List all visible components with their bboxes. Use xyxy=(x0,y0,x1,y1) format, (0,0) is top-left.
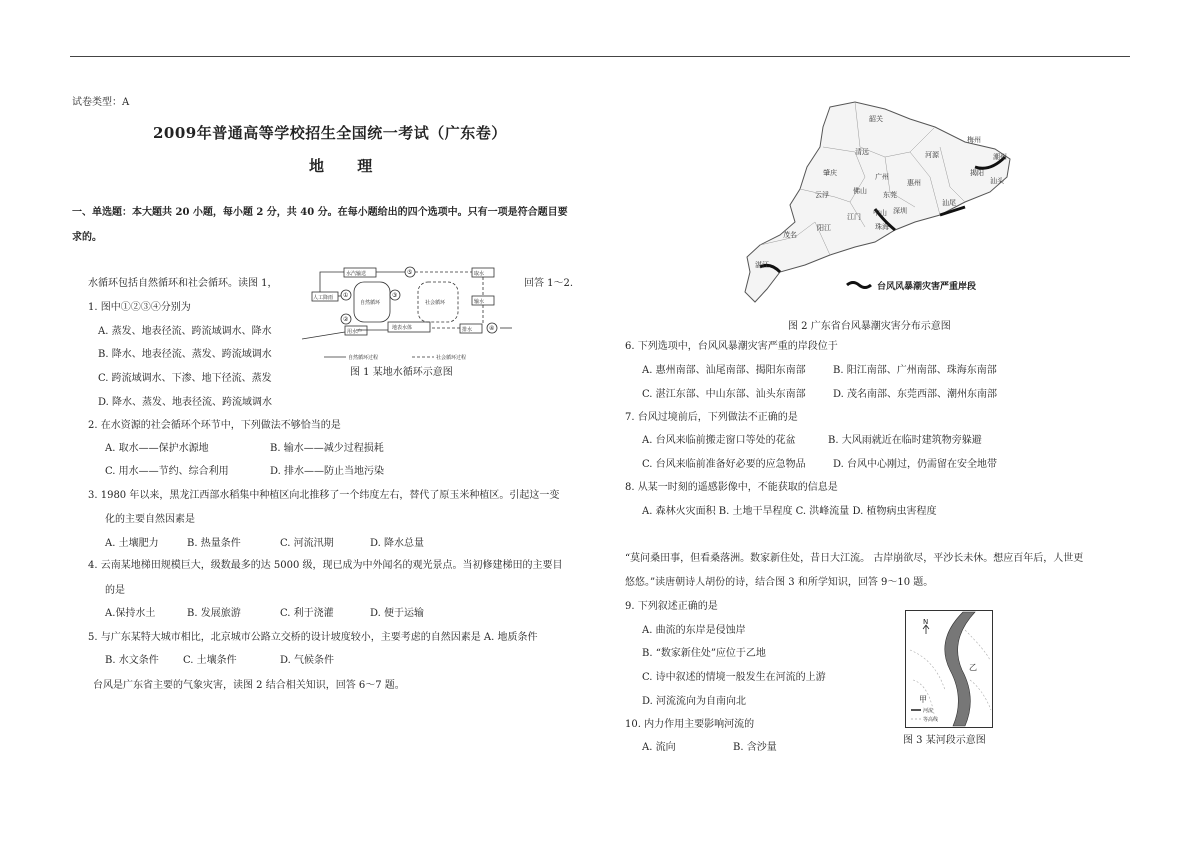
north-label: N xyxy=(923,618,929,626)
fig1-node-label: 用水户 xyxy=(347,329,363,335)
q1-option-b: B. 降水、地表径流、蒸发、跨流域调水 xyxy=(98,349,272,360)
fig1-node-label: 输水 xyxy=(474,299,485,305)
figure-2-caption: 图 2 广东省台风暴潮灾害分布示意图 xyxy=(788,321,951,332)
map-label-jieyang: 揭阳 xyxy=(970,169,984,177)
q6-option-b: B. 阳江南部、广州南部、珠海东南部 xyxy=(833,365,997,376)
intro-q1-right: 回答 1～2. xyxy=(524,278,574,289)
fig1-circle-label: ① xyxy=(343,292,349,299)
fig1-node-label: 取水 xyxy=(474,271,485,277)
map-legend-label: 台风风暴潮灾害严重岸段 xyxy=(877,282,977,292)
exam-title: 2009年普通高等学校招生全国统一考试（广东卷） xyxy=(153,124,507,142)
river-section-diagram xyxy=(905,610,993,728)
map-label-shenzhen: 深圳 xyxy=(893,207,907,215)
map-label-zhanjiang: 湛江 xyxy=(755,261,769,269)
q5-stem: 5. 与广东某特大城市相比，北京城市公路立交桥的设计坡度较小，主要考虑的自然因素是 A. 地质条件 xyxy=(88,632,538,643)
map-label-dongguan: 东莞 xyxy=(883,191,897,199)
q2-option-b: B. 输水——减少过程损耗 xyxy=(270,443,384,454)
q1-stem: 1. 图中①②③④分别为 xyxy=(88,302,191,313)
map-label-meizhou: 梅州 xyxy=(967,136,981,144)
map-label-maoming: 茂名 xyxy=(783,231,797,239)
q6-stem: 6. 下列选项中，台风风暴潮灾害严重的岸段位于 xyxy=(625,341,838,352)
map-label-zhuhai: 珠海 xyxy=(875,223,889,231)
fig1-legend-label: 社会循环过程 xyxy=(436,355,467,361)
q4-option-d: D. 便于运输 xyxy=(370,608,425,619)
q2-stem: 2. 在水资源的社会循环个环节中，下列做法不够恰当的是 xyxy=(88,420,341,431)
q9-stem: 9. 下列叙述正确的是 xyxy=(625,601,718,612)
map-label-heyuan: 河源 xyxy=(925,151,939,159)
map-label-qingyuan: 清远 xyxy=(855,148,869,156)
fig1-node-label: 社会循环 xyxy=(425,300,446,306)
q1-option-c: C. 跨流域调水、下渗、地下径流、蒸发 xyxy=(98,373,272,384)
q4-option-a: A.保持水土 xyxy=(105,608,156,619)
fig1-node-label: 排水 xyxy=(462,327,473,333)
paper-type: 试卷类型：A xyxy=(72,97,130,108)
map-label-jiangmen: 江门 xyxy=(847,213,861,221)
q10-option-a: A. 流向 xyxy=(642,742,676,753)
poem-line2: 悠悠。”读唐朝诗人胡份的诗，结合图 3 和所学知识，回答 9～10 题。 xyxy=(625,577,934,588)
q3-stem-line2: 化的主要自然因素是 xyxy=(105,514,195,525)
fig1-node-label: 地表水体 xyxy=(392,325,413,331)
q5-option-b: B. 水文条件 xyxy=(105,655,159,666)
fig1-circle-label: ② xyxy=(343,316,349,323)
legend-contour: 等高线 xyxy=(923,717,939,723)
section-heading-line2: 求的。 xyxy=(72,232,102,243)
q2-option-c: C. 用水——节约、综合利用 xyxy=(105,466,229,477)
q8-options: A. 森林火灾面积 B. 土地干旱程度 C. 洪峰流量 D. 植物病虫害程度 xyxy=(642,506,937,517)
map-label-chaozhou: 潮州 xyxy=(993,153,1007,161)
section-heading-line1: 一、单选题：本大题共 20 小题，每小题 2 分，共 40 分。在每小题给出的四个选项中。只有一项是符合题目要 xyxy=(72,207,568,218)
q9-option-c: C. 诗中叙述的情境一般发生在河流的上游 xyxy=(642,672,826,683)
q3-option-d: D. 降水总量 xyxy=(370,538,425,549)
q5-option-d: D. 气候条件 xyxy=(280,655,335,666)
q8-stem: 8. 从某一时刻的遥感影像中，不能获取的信息是 xyxy=(625,482,838,493)
map-label-yangjiang: 阳江 xyxy=(817,224,831,232)
q1-option-d: D. 降水、蒸发、地表径流、跨流域调水 xyxy=(98,397,273,408)
q3-option-a: A. 土壤肥力 xyxy=(105,538,159,549)
fig1-circle-label: ③ xyxy=(392,292,398,299)
figure-3 xyxy=(905,610,993,728)
q6-option-d: D. 茂名南部、东莞西部、潮州东南部 xyxy=(833,389,998,400)
top-rule xyxy=(70,56,1130,57)
map-label-foshan: 佛山 xyxy=(853,187,867,195)
map-label-shaoguan: 韶关 xyxy=(869,115,883,123)
guangdong-map xyxy=(735,97,1025,307)
figure-3-caption: 图 3 某河段示意图 xyxy=(903,735,986,746)
fig1-legend-label: 自然循环过程 xyxy=(348,355,379,361)
map-label-shantou: 汕头 xyxy=(990,177,1004,185)
figure-1 xyxy=(300,262,515,374)
q10-stem: 10. 内力作用主要影响河流的 xyxy=(625,719,755,730)
map-label-zhongshan: 中山 xyxy=(873,209,887,217)
intro-q6: 台风是广东省主要的气象灾害，读图 2 结合相关知识，回答 6～7 题。 xyxy=(93,680,405,691)
q2-option-a: A. 取水——保护水源地 xyxy=(105,443,209,454)
q3-option-c: C. 河流汛期 xyxy=(280,538,334,549)
q4-option-c: C. 利于浇灌 xyxy=(280,608,334,619)
intro-q1-left: 水循环包括自然循环和社会循环。读图 1， xyxy=(88,278,278,289)
fig1-circle-label: ⑤ xyxy=(407,269,413,276)
q9-option-b: B. “数家新住处”应位于乙地 xyxy=(642,648,766,659)
legend-river: 河流 xyxy=(923,708,934,714)
map-label-yunfu: 云浮 xyxy=(815,191,829,199)
figure-1-caption: 图 1 某地水循环示意图 xyxy=(350,367,453,378)
q4-option-b: B. 发展旅游 xyxy=(187,608,241,619)
subject-title: 地 理 xyxy=(309,157,387,175)
figure-2 xyxy=(735,97,1025,307)
q3-stem-line1: 3. 1980 年以来，黑龙江西部水稻集中种植区向北推移了一个纬度左右，替代了原玉米种植区。引起这一变 xyxy=(88,490,560,501)
fig1-node-label: 人工降雨 xyxy=(313,295,334,301)
water-cycle-diagram xyxy=(300,262,515,374)
q3-option-b: B. 热量条件 xyxy=(187,538,241,549)
q7-option-d: D. 台风中心刚过，仍需留在安全地带 xyxy=(833,459,998,470)
q7-option-c: C. 台风来临前准备好必要的应急物品 xyxy=(642,459,806,470)
map-label-zhaoqing: 肇庆 xyxy=(823,169,837,177)
fig1-circle-label: ④ xyxy=(489,325,495,332)
q7-option-a: A. 台风来临前搬走窗口等处的花盆 xyxy=(642,435,796,446)
q2-option-d: D. 排水——防止当地污染 xyxy=(270,466,385,477)
q7-stem: 7. 台风过境前后，下列做法不正确的是 xyxy=(625,412,798,423)
q4-stem-line1: 4. 云南某地梯田规模巨大，级数最多的达 5000 级，现已成为中外闻名的观光景点。当初修建梯田的主要目 xyxy=(88,560,563,571)
q6-option-c: C. 湛江东部、中山东部、汕头东南部 xyxy=(642,389,806,400)
q10-option-b: B. 含沙量 xyxy=(733,742,777,753)
q7-option-b: B. 大风雨就近在临时建筑物旁躲避 xyxy=(828,435,982,446)
fig1-node-label: 水汽输送 xyxy=(346,271,367,277)
q5-option-c: C. 土壤条件 xyxy=(183,655,237,666)
q9-option-a: A. 曲流的东岸是侵蚀岸 xyxy=(642,625,746,636)
label-jia: 甲 xyxy=(919,695,927,704)
map-label-huizhou: 惠州 xyxy=(907,179,921,187)
poem-line1: “莫问桑田事，但看桑落洲。数家新住处，昔日大江流。 古岸崩欲尽，平沙长未休。想应百年后，人世更 xyxy=(625,553,1084,564)
q4-stem-line2: 的是 xyxy=(105,585,125,596)
q1-option-a: A. 蒸发、地表径流、跨流域调水、降水 xyxy=(98,326,272,337)
map-label-shanwei: 汕尾 xyxy=(942,199,956,207)
q6-option-a: A. 惠州南部、汕尾南部、揭阳东南部 xyxy=(642,365,806,376)
map-label-guangzhou: 广州 xyxy=(875,173,889,181)
fig1-node-label: 自然循环 xyxy=(360,300,381,306)
q9-option-d: D. 河流流向为自南向北 xyxy=(642,696,747,707)
label-yi: 乙 xyxy=(969,663,977,672)
